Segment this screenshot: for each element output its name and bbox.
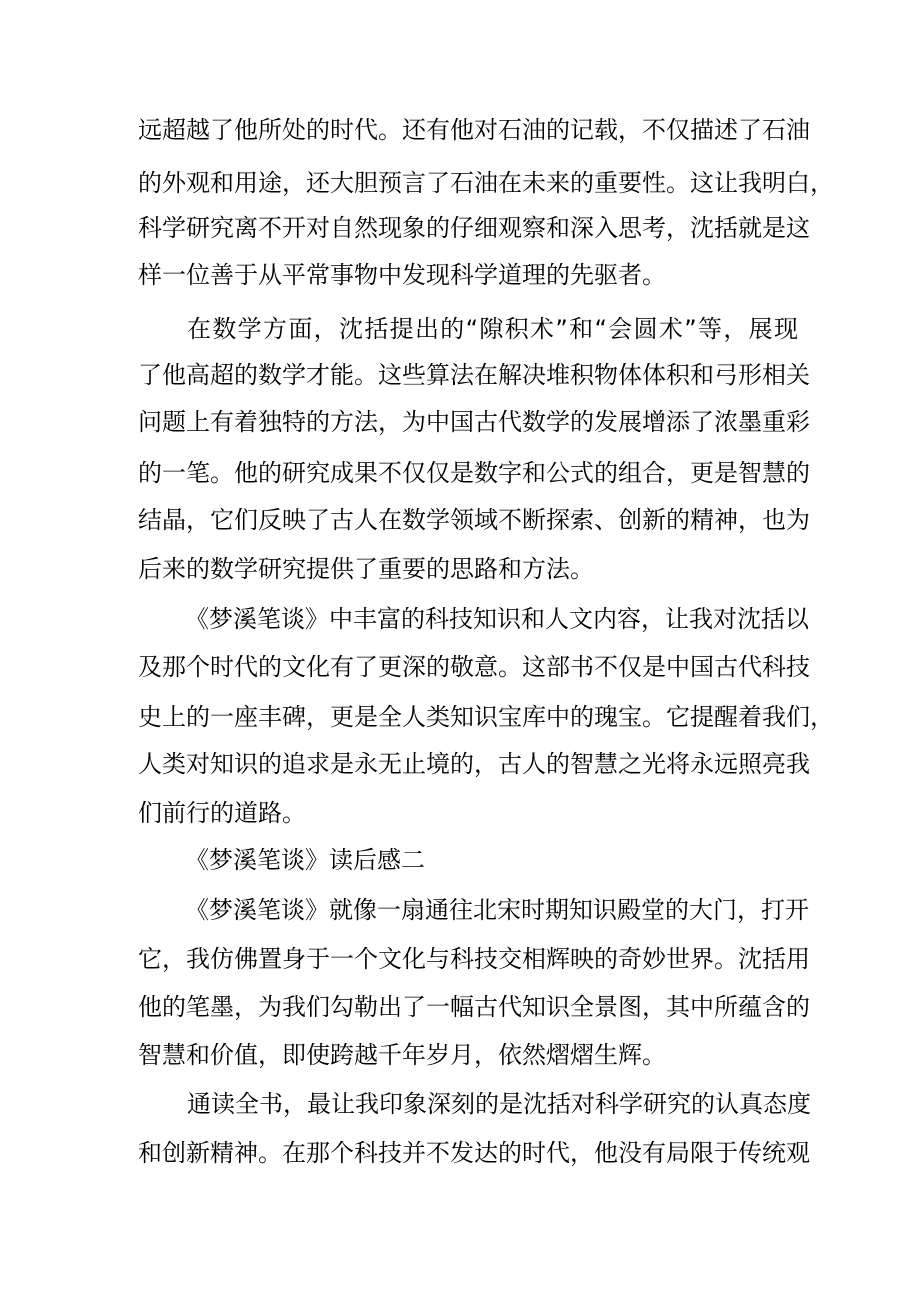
text-line: 后来的数学研究提供了重要的思路和方法。	[138, 555, 594, 583]
text-line: 远超越了他所处的时代。还有他对石油的记载，不仅描述了石油	[138, 116, 810, 144]
text-line: 在数学方面，沈括提出的“隙积术”和“会圆术”等，展现	[187, 315, 798, 343]
text-line: 了他高超的数学才能。这些算法在解决堆积物体体积和弓形相关	[138, 361, 810, 389]
section-heading: 《梦溪笔谈》读后感二	[185, 846, 425, 874]
text-line: 和创新精神。在那个科技并不发达的时代，他没有局限于传统观	[138, 1139, 810, 1167]
text-line: 人类对知识的追求是永无止境的，古人的智慧之光将永远照亮我	[138, 750, 810, 778]
text-line: 科学研究离不开对自然现象的仔细观察和深入思考，沈括就是这	[138, 214, 810, 242]
text-line: 史上的一座丰碑，更是全人类知识宝库中的瑰宝。它提醒着我们，	[138, 703, 834, 731]
text-line: 《梦溪笔谈》中丰富的科技知识和人文内容，让我对沈括以	[185, 605, 809, 633]
text-line: 的一笔。他的研究成果不仅仅是数字和公式的组合，更是智慧的	[138, 459, 810, 487]
text-line: 《梦溪笔谈》就像一扇通往北宋时期知识殿堂的大门，打开	[185, 896, 809, 924]
text-line: 结晶，它们反映了古人在数学领域不断探索、创新的精神，也为	[138, 506, 810, 534]
text-line: 们前行的道路。	[138, 799, 306, 827]
text-line: 他的笔墨，为我们勾勒出了一幅古代知识全景图，其中所蕴含的	[138, 993, 810, 1021]
text-line: 智慧和价值，即使跨越千年岁月，依然熠熠生辉。	[138, 1041, 666, 1069]
text-line: 问题上有着独特的方法，为中国古代数学的发展增添了浓墨重彩	[138, 408, 810, 436]
text-line: 它，我仿佛置身于一个文化与科技交相辉映的奇妙世界。沈括用	[138, 945, 810, 973]
text-line: 样一位善于从平常事物中发现科学道理的先驱者。	[138, 261, 666, 289]
text-line: 通读全书，最让我印象深刻的是沈括对科学研究的认真态度	[187, 1090, 811, 1118]
text-line: 及那个时代的文化有了更深的敬意。这部书不仅是中国古代科技	[138, 653, 810, 681]
text-line: 的外观和用途，还大胆预言了石油在未来的重要性。这让我明白，	[138, 169, 834, 197]
